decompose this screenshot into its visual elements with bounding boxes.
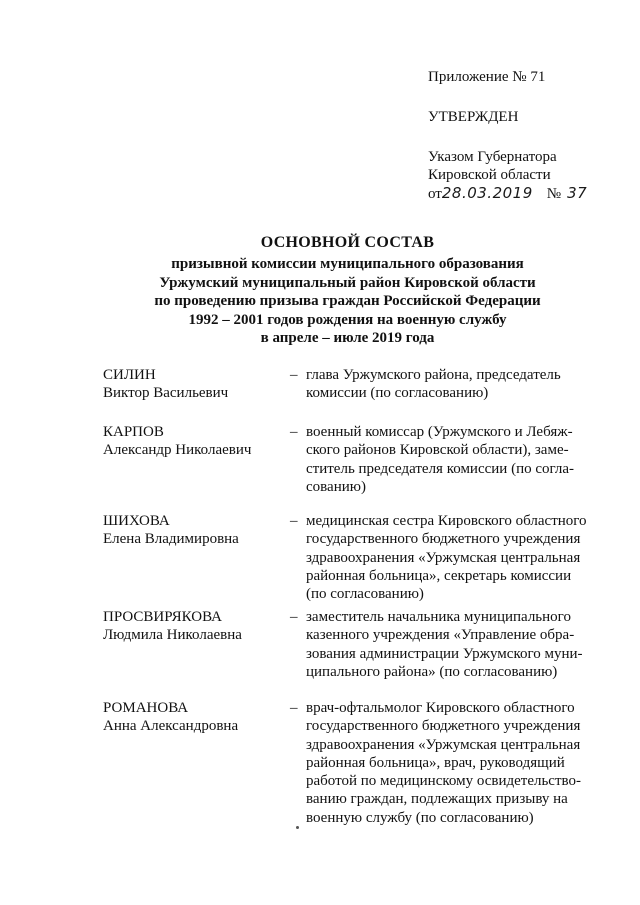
- heading-line: по проведению призыва граждан Российской Федерации: [154, 293, 541, 310]
- member-surname: ПРОСВИРЯКОВА: [103, 609, 222, 625]
- role-line: государственного бюджетного учреждения: [306, 531, 581, 548]
- role-line: комиссии (по согласованию): [306, 385, 489, 402]
- heading-line: Уржумский муниципальный район Кировской области: [159, 274, 536, 291]
- role-line: ципального района» (по согласованию): [306, 663, 558, 680]
- document-heading: [100, 233, 595, 348]
- role-line: районная больница», секретарь комиссии: [306, 567, 572, 584]
- member-given-names: Виктор Васильевич: [103, 385, 229, 402]
- member-given-names: Анна Александровна: [103, 718, 239, 735]
- role-line: глава Уржумского района, председатель: [306, 367, 561, 383]
- appendix-number: Приложение № 71: [428, 69, 546, 85]
- role-line: государственного бюджетного учреждения: [306, 718, 581, 735]
- member-role: [306, 699, 598, 827]
- decree-line-2: Кировской области: [428, 167, 551, 183]
- role-line: ского районов Кировской области), заме-: [306, 442, 569, 459]
- member-dash: –: [290, 513, 298, 529]
- member-role: [306, 608, 598, 681]
- member-given-names: Людмила Николаевна: [103, 627, 242, 644]
- member-surname: КАРПОВ: [103, 424, 164, 440]
- role-line: работой по медицинскому освидетельство-: [306, 773, 581, 790]
- heading-title: ОСНОВНОЙ СОСТАВ: [260, 234, 435, 251]
- role-line: здравоохранения «Уржумская центральная: [306, 549, 581, 566]
- member-given-names: Александр Николаевич: [103, 442, 252, 459]
- handwritten-number: 37: [567, 184, 588, 202]
- role-line: военный комиссар (Уржумского и Лебяж-: [306, 424, 573, 440]
- date-prefix: от: [428, 186, 442, 202]
- member-dash: –: [290, 700, 298, 716]
- member-name: [103, 366, 283, 403]
- member-role: [306, 423, 598, 496]
- member-name: [103, 699, 283, 736]
- heading-line: в апреле – июле 2019 года: [260, 330, 435, 347]
- approval-block: [428, 68, 628, 203]
- role-line: (по согласованию): [306, 586, 424, 603]
- decree-line-1: Указом Губернатора: [428, 149, 557, 165]
- role-line: заместитель начальника муниципального: [306, 609, 571, 625]
- role-line: здравоохранения «Уржумская центральная: [306, 736, 581, 753]
- role-line: врач-офтальмолог Кировского областного: [306, 700, 575, 716]
- member-dash: –: [290, 424, 298, 440]
- role-line: районная больница», врач, руководящий: [306, 754, 565, 771]
- member-surname: ШИХОВА: [103, 513, 170, 529]
- role-line: ванию граждан, подлежащих призыву на: [306, 791, 568, 808]
- heading-line: 1992 – 2001 годов рождения на военную службу: [188, 311, 507, 328]
- scan-speck: [296, 826, 299, 829]
- decree-date-line: [428, 184, 628, 203]
- handwritten-date: 28.03.2019: [441, 184, 533, 202]
- role-line: сованию): [306, 478, 366, 495]
- approval-stamp: УТВЕРЖДЕН: [428, 109, 519, 125]
- member-role: [306, 512, 598, 603]
- member-name: [103, 423, 283, 460]
- member-surname: РОМАНОВА: [103, 700, 189, 716]
- member-surname: СИЛИН: [103, 367, 156, 383]
- member-dash: –: [290, 367, 298, 383]
- role-line: военную службу (по согласованию): [306, 809, 534, 826]
- member-given-names: Елена Владимировна: [103, 531, 239, 548]
- number-label: №: [546, 186, 562, 202]
- role-line: зования администрации Уржумского муни-: [306, 645, 583, 662]
- role-line: казенного учреждения «Управление обра-: [306, 627, 575, 644]
- member-role: [306, 366, 598, 403]
- member-name: [103, 608, 283, 645]
- role-line: медицинская сестра Кировского областного: [306, 513, 587, 529]
- member-name: [103, 512, 283, 549]
- member-dash: –: [290, 609, 298, 625]
- heading-line: призывной комиссии муниципального образования: [171, 256, 524, 272]
- role-line: ститель председателя комиссии (по согла-: [306, 460, 575, 477]
